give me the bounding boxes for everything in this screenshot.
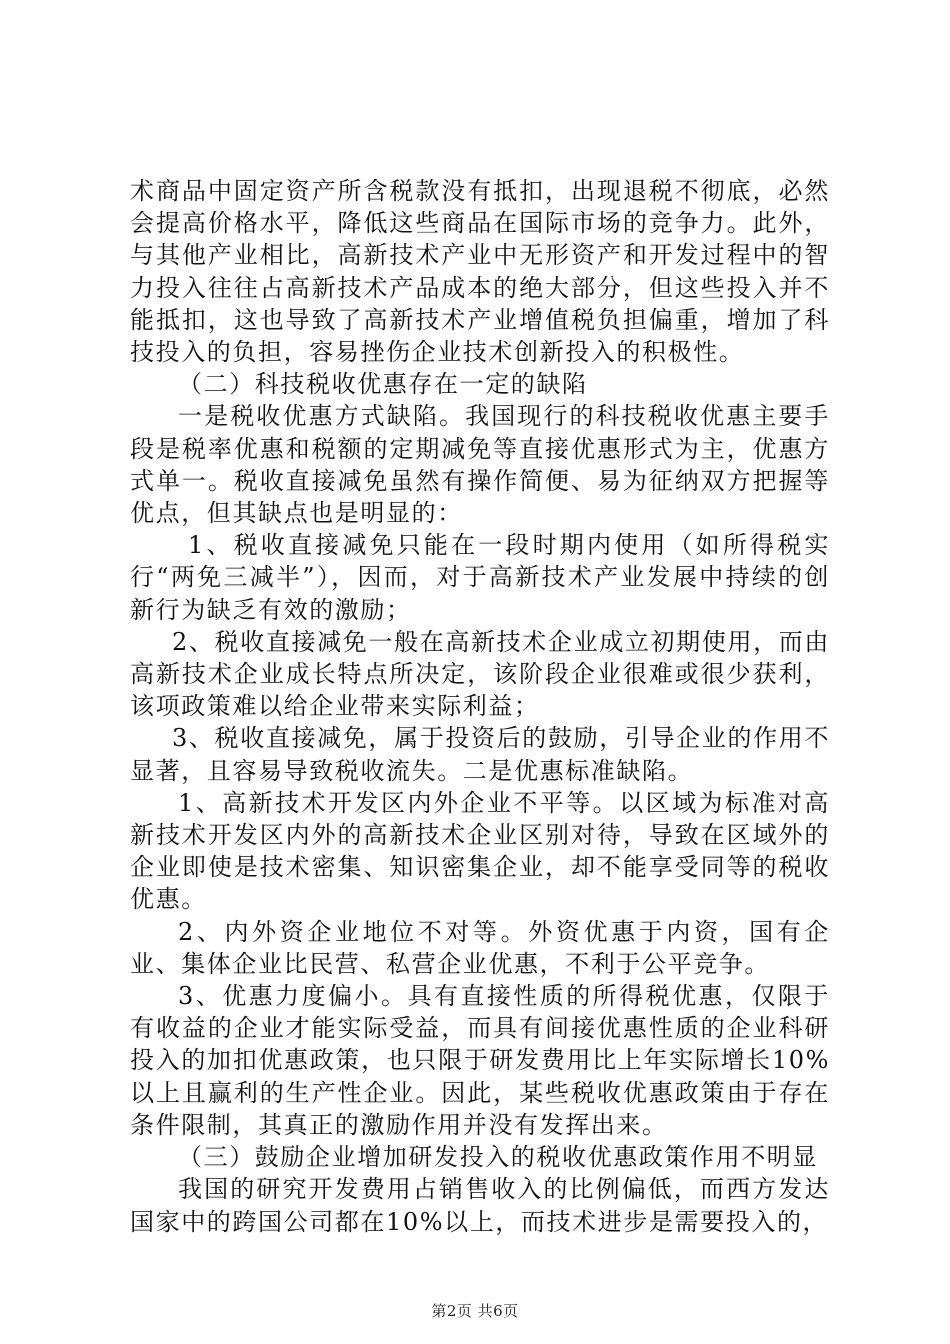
section-heading-3: （三）鼓励企业增加研发投入的税收优惠政策作用不明显 [178, 1143, 818, 1172]
paragraph-continuation: 术商品中固定资产所含税款没有抵扣，出现退税不彻底，必然会提高价格水平，降低这些商品在国际市场的竞争力。此外，与其他产业相比，高新技术产业中无形资产和开发过程中的智力投入往往占高新技术产品成本的绝大部分，但这些投入并不能抵扣，这也导致了高新技术产业增值税负担偏重，增加了科技投入的负担，容易挫伤企业技术创新投入的积极性。 [130, 177, 830, 367]
list-item-standard-1: 1、高新技术开发区内外企业不平等。以区域为标准对高新技术开发区内外的高新技术企业区别对待，导致在区域外的企业即使是技术密集、知识密集企业，却不能享受同等的税收优惠。 [130, 788, 830, 914]
section-heading-2: （二）科技税收优惠存在一定的缺陷 [178, 370, 588, 399]
paragraph-preferential-method: 一是税收优惠方式缺陷。我国现行的科技税收优惠主要手段是税率优惠和税额的定期减免等直接优惠形式为主，优惠方式单一。税收直接减免虽然有操作简便、易为征纳双方把握等优点，但其缺点也是明显的： [130, 402, 830, 528]
list-item-standard-3: 3、优惠力度偏小。具有直接性质的所得税优惠，仅限于有收益的企业才能实际受益，而具有间接优惠性质的企业科研投入的加扣优惠政策，也只限于研发费用比上年实际增长10%以上且赢利的生产性企业。因此，某些税收优惠政策由于存在条件限制，其真正的激励作用并没有发挥出来。 [130, 982, 830, 1139]
document-body [130, 175, 830, 1238]
list-item-2: 2、税收直接减免一般在高新技术企业成立初期使用，而由高新技术企业成长特点所决定，该阶段企业很难或很少获利，该项政策难以给企业带来实际利益； [130, 627, 830, 721]
list-item-standard-2: 2、内外资企业地位不对等。外资优惠于内资，国有企业、集体企业比民营、私营企业优惠，不利于公平竞争。 [130, 917, 830, 978]
list-item-1: 1、税收直接减免只能在一段时期内使用（如所得税实行“两免三减半”），因而，对于高新技术产业发展中持续的创新行为缺乏有效的激励； [130, 531, 830, 624]
page-number: 第2页 共6页 [431, 1302, 519, 1320]
list-item-3: 3、税收直接减免，属于投资后的鼓励，引导企业的作用不显著，且容易导致税收流失。二是优惠标准缺陷。 [130, 724, 830, 785]
paragraph-rd-ratio: 我国的研究开发费用占销售收入的比例偏低，而西方发达国家中的跨国公司都在10%以上，而技术进步是需要投入的， [130, 1175, 830, 1236]
